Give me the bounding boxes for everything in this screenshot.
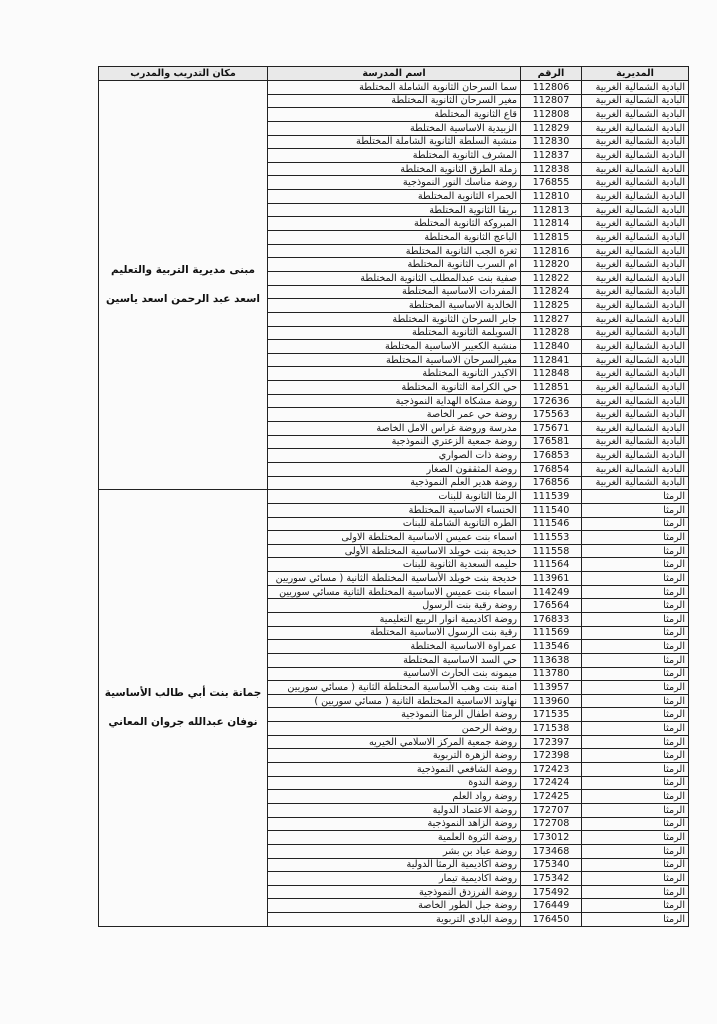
school-number-cell: 112810	[521, 190, 582, 204]
trainer-name: اسعد عبد الرحمن اسعد ياسين	[105, 293, 261, 306]
school-name-cell: روضة الندوة	[268, 776, 521, 790]
school-name-cell: روضة ذات الصواري	[268, 449, 521, 463]
directorate-cell: الرمثا	[582, 803, 689, 817]
school-name-cell: ثغرة الجب الثانوية المختلطة	[268, 244, 521, 258]
table-row	[99, 490, 689, 504]
school-name-cell: حي الكرامة الثانوية المختلطة	[268, 381, 521, 395]
school-name-cell: المشرف الثانوية المختلطة	[268, 149, 521, 163]
school-name-cell: الخنساء الاساسية المختلطة	[268, 503, 521, 517]
school-name-cell: روضة اكاديمية الرمثا الدولية	[268, 858, 521, 872]
school-number-cell: 112837	[521, 149, 582, 163]
school-number-cell: 175492	[521, 885, 582, 899]
school-number-cell: 173012	[521, 831, 582, 845]
directorate-cell: البادية الشمالية الغربية	[582, 217, 689, 231]
directorate-cell: الرمثا	[582, 531, 689, 545]
school-number-cell: 112829	[521, 121, 582, 135]
school-name-cell: جابر السرحان الثانوية المختلطة	[268, 312, 521, 326]
directorate-cell: الرمثا	[582, 653, 689, 667]
school-name-cell: منشية الكعيبر الاساسية المختلطة	[268, 340, 521, 354]
directorate-cell: الرمثا	[582, 694, 689, 708]
directorate-cell: البادية الشمالية الغربية	[582, 162, 689, 176]
directorate-cell: البادية الشمالية الغربية	[582, 190, 689, 204]
table-body	[99, 81, 689, 927]
school-name-cell: روضة اكاديمية تيمار	[268, 872, 521, 886]
directorate-cell: الرمثا	[582, 626, 689, 640]
directorate-cell: البادية الشمالية الغربية	[582, 476, 689, 490]
school-number-cell: 172398	[521, 749, 582, 763]
school-number-cell: 172707	[521, 803, 582, 817]
directorate-cell: الرمثا	[582, 913, 689, 927]
training-place: مبنى مديرية التربية والتعليم	[110, 264, 256, 277]
school-number-cell: 112807	[521, 94, 582, 108]
school-number-cell: 176449	[521, 899, 582, 913]
directorate-cell: البادية الشمالية الغربية	[582, 285, 689, 299]
school-number-cell: 112841	[521, 353, 582, 367]
school-name-cell: روضة الرحمن	[268, 722, 521, 736]
school-name-cell: الباعج الثانوية المختلطة	[268, 231, 521, 245]
school-name-cell: روضة الشافعي النموذجية	[268, 763, 521, 777]
school-number-cell: 176854	[521, 462, 582, 476]
school-number-cell: 172636	[521, 394, 582, 408]
school-number-cell: 112816	[521, 244, 582, 258]
school-name-cell: بريقا الثانوية المختلطة	[268, 203, 521, 217]
school-name-cell: الزبيدية الاساسية المختلطة	[268, 121, 521, 135]
school-number-cell: 171535	[521, 708, 582, 722]
school-name-cell: اسماء بنت عميس الاساسية المختلطة الثانية مسائي سوريين	[268, 585, 521, 599]
school-name-cell: نهاوند الاساسية المختلطة الثانية ( مسائي سوريين )	[268, 694, 521, 708]
school-name-cell: روضة المثقفون الصغار	[268, 462, 521, 476]
school-number-cell: 172708	[521, 817, 582, 831]
school-name-cell: روضة جمعية المركز الاسلامي الخيريه	[268, 735, 521, 749]
directorate-cell: الرمثا	[582, 776, 689, 790]
school-number-cell: 111569	[521, 626, 582, 640]
directorate-cell: البادية الشمالية الغربية	[582, 340, 689, 354]
school-name-cell: رقية بنت الرسول الاساسية المختلطة	[268, 626, 521, 640]
school-number-cell: 176855	[521, 176, 582, 190]
school-name-cell: حليمه السعدية الثانوية للبنات	[268, 558, 521, 572]
training-location-cell	[99, 81, 268, 490]
school-number-cell: 112814	[521, 217, 582, 231]
school-name-cell: الرمثا الثانوية للبنات	[268, 490, 521, 504]
school-number-cell: 112838	[521, 162, 582, 176]
school-number-cell: 111564	[521, 558, 582, 572]
school-name-cell: روضة الفرزدق النموذجية	[268, 885, 521, 899]
school-number-cell: 176564	[521, 599, 582, 613]
school-number-cell: 175563	[521, 408, 582, 422]
school-number-cell: 171538	[521, 722, 582, 736]
school-number-cell: 176833	[521, 612, 582, 626]
school-number-cell: 111546	[521, 517, 582, 531]
directorate-cell: البادية الشمالية الغربية	[582, 381, 689, 395]
school-name-cell: روضة الثروة العلمية	[268, 831, 521, 845]
school-name-cell: الخالدية الاساسية المختلطة	[268, 299, 521, 313]
school-number-cell: 114249	[521, 585, 582, 599]
school-number-cell: 112815	[521, 231, 582, 245]
school-name-cell: روضة الزاهد النموذجية	[268, 817, 521, 831]
school-name-cell: منشية السلطة الثانوية الشاملة المختلطة	[268, 135, 521, 149]
directorate-cell: البادية الشمالية الغربية	[582, 244, 689, 258]
school-name-cell: صفية بنت عبدالمطلب الثانوية المختلطة	[268, 271, 521, 285]
school-number-cell: 112830	[521, 135, 582, 149]
directorate-cell: الرمثا	[582, 503, 689, 517]
directorate-cell: البادية الشمالية الغربية	[582, 394, 689, 408]
directorate-cell: الرمثا	[582, 858, 689, 872]
school-number-cell: 113546	[521, 640, 582, 654]
school-name-cell: امنة بنت وهب الأساسية المختلطة الثانية ( مسائي سوريين	[268, 681, 521, 695]
table-row	[99, 81, 689, 95]
school-number-cell: 172424	[521, 776, 582, 790]
school-name-cell: المفردات الاساسية المختلطة	[268, 285, 521, 299]
directorate-cell: البادية الشمالية الغربية	[582, 326, 689, 340]
school-number-cell: 176853	[521, 449, 582, 463]
directorate-cell: البادية الشمالية الغربية	[582, 81, 689, 95]
directorate-cell: البادية الشمالية الغربية	[582, 203, 689, 217]
school-name-cell: عمراوة الاساسية المختلطة	[268, 640, 521, 654]
school-name-cell: روضة جبل الطور الخاصة	[268, 899, 521, 913]
school-name-cell: الطره الثانوية الشاملة للبنات	[268, 517, 521, 531]
school-number-cell: 113957	[521, 681, 582, 695]
school-number-cell: 112827	[521, 312, 582, 326]
school-name-cell: روضة جمعية الزعتري النموذجية	[268, 435, 521, 449]
school-number-cell: 112808	[521, 108, 582, 122]
directorate-cell: الرمثا	[582, 735, 689, 749]
school-number-cell: 175671	[521, 422, 582, 436]
school-number-cell: 111553	[521, 531, 582, 545]
training-place: جمانة بنت أبي طالب الأساسية	[104, 686, 262, 699]
directorate-cell: البادية الشمالية الغربية	[582, 353, 689, 367]
directorate-cell: البادية الشمالية الغربية	[582, 435, 689, 449]
school-name-cell: روضة اطفال الرمثا النموذجية	[268, 708, 521, 722]
school-name-cell: خديجة بنت خويلد الأساسية المختلطة الثانية ( مسائي سوريين	[268, 572, 521, 586]
school-name-cell: روضة رقية بنت الرسول	[268, 599, 521, 613]
directorate-cell: البادية الشمالية الغربية	[582, 299, 689, 313]
header-number: الرقم	[521, 67, 582, 81]
school-number-cell: 112840	[521, 340, 582, 354]
school-number-cell: 176856	[521, 476, 582, 490]
school-name-cell: مغيرالسرحان الاساسية المختلطة	[268, 353, 521, 367]
header-directorate: المديرية	[582, 67, 689, 81]
directorate-cell: الرمثا	[582, 572, 689, 586]
school-name-cell: قاع الثانوية المختلطة	[268, 108, 521, 122]
school-name-cell: السويلمة الثانوية المختلطة	[268, 326, 521, 340]
school-name-cell: ام السرب الثانوية المختلطة	[268, 258, 521, 272]
directorate-cell: البادية الشمالية الغربية	[582, 121, 689, 135]
school-number-cell: 112848	[521, 367, 582, 381]
school-number-cell: 175342	[521, 872, 582, 886]
school-number-cell: 113960	[521, 694, 582, 708]
directorate-cell: الرمثا	[582, 517, 689, 531]
school-number-cell: 112806	[521, 81, 582, 95]
school-name-cell: روضة الاعتماد الدولية	[268, 803, 521, 817]
directorate-cell: الرمثا	[582, 899, 689, 913]
school-number-cell: 113638	[521, 653, 582, 667]
school-name-cell: روضة اكاديمية انوار الربيع التعليمية	[268, 612, 521, 626]
directorate-cell: البادية الشمالية الغربية	[582, 94, 689, 108]
directorate-cell: الرمثا	[582, 885, 689, 899]
school-number-cell: 112820	[521, 258, 582, 272]
directorate-cell: الرمثا	[582, 640, 689, 654]
school-name-cell: اسماء بنت عميس الاساسية المختلطة الاولى	[268, 531, 521, 545]
school-number-cell: 173468	[521, 844, 582, 858]
school-number-cell: 113961	[521, 572, 582, 586]
directorate-cell: الرمثا	[582, 763, 689, 777]
directorate-cell: الرمثا	[582, 844, 689, 858]
school-name-cell: الحمراء الثانوية المختلطة	[268, 190, 521, 204]
school-name-cell: حي السد الاساسية المختلطة	[268, 653, 521, 667]
school-number-cell: 112813	[521, 203, 582, 217]
directorate-cell: البادية الشمالية الغربية	[582, 149, 689, 163]
directorate-cell: البادية الشمالية الغربية	[582, 367, 689, 381]
directorate-cell: الرمثا	[582, 831, 689, 845]
school-number-cell: 111539	[521, 490, 582, 504]
directorate-cell: الرمثا	[582, 612, 689, 626]
school-name-cell: ميمونه بنت الحارث الاساسية	[268, 667, 521, 681]
directorate-cell: البادية الشمالية الغربية	[582, 108, 689, 122]
schools-table	[98, 66, 689, 927]
trainer-name: نوفان عبدالله جروان المعاني	[108, 715, 258, 728]
school-number-cell: 172423	[521, 763, 582, 777]
directorate-cell: الرمثا	[582, 667, 689, 681]
school-number-cell: 112824	[521, 285, 582, 299]
school-name-cell: روضة مشكاة الهداية النموذجية	[268, 394, 521, 408]
school-number-cell: 113780	[521, 667, 582, 681]
directorate-cell: الرمثا	[582, 490, 689, 504]
directorate-cell: الرمثا	[582, 599, 689, 613]
school-number-cell: 112825	[521, 299, 582, 313]
school-name-cell: روضة عباد بن بشر	[268, 844, 521, 858]
directorate-cell: الرمثا	[582, 681, 689, 695]
directorate-cell: البادية الشمالية الغربية	[582, 422, 689, 436]
directorate-cell: البادية الشمالية الغربية	[582, 449, 689, 463]
directorate-cell: البادية الشمالية الغربية	[582, 271, 689, 285]
school-name-cell: روضة حي عمر الخاصة	[268, 408, 521, 422]
directorate-cell: الرمثا	[582, 544, 689, 558]
training-location-cell	[99, 490, 268, 927]
school-number-cell: 172425	[521, 790, 582, 804]
directorate-cell: الرمثا	[582, 585, 689, 599]
school-name-cell: روضة مناسك النور النموذجية	[268, 176, 521, 190]
school-name-cell: روضة الزهرة التربوية	[268, 749, 521, 763]
school-number-cell: 176450	[521, 913, 582, 927]
school-number-cell: 175340	[521, 858, 582, 872]
directorate-cell: البادية الشمالية الغربية	[582, 258, 689, 272]
school-name-cell: روضة البادي التربوية	[268, 913, 521, 927]
directorate-cell: البادية الشمالية الغربية	[582, 462, 689, 476]
school-number-cell: 111558	[521, 544, 582, 558]
school-number-cell: 112822	[521, 271, 582, 285]
school-name-cell: سما السرحان الثانوية الشاملة المختلطة	[268, 81, 521, 95]
directorate-cell: الرمثا	[582, 558, 689, 572]
header-location: مكان التدريب والمدرب	[99, 67, 268, 81]
directorate-cell: الرمثا	[582, 790, 689, 804]
directorate-cell: الرمثا	[582, 722, 689, 736]
school-name-cell: المبروكة الثانوية المختلطة	[268, 217, 521, 231]
directorate-cell: الرمثا	[582, 708, 689, 722]
school-name-cell: روضة رواد العلم	[268, 790, 521, 804]
directorate-cell: البادية الشمالية الغربية	[582, 135, 689, 149]
school-name-cell: روضة هدير العلم النموذجية	[268, 476, 521, 490]
school-number-cell: 112828	[521, 326, 582, 340]
school-name-cell: مغير السرحان الثانوية المختلطة	[268, 94, 521, 108]
school-name-cell: مدرسة وروضة غراس الامل الخاصة	[268, 422, 521, 436]
directorate-cell: البادية الشمالية الغربية	[582, 231, 689, 245]
directorate-cell: البادية الشمالية الغربية	[582, 176, 689, 190]
directorate-cell: الرمثا	[582, 749, 689, 763]
header-school: اسم المدرسة	[268, 67, 521, 81]
school-name-cell: زملة الطرق الثانوية المختلطة	[268, 162, 521, 176]
school-number-cell: 176581	[521, 435, 582, 449]
school-name-cell: الاكيدر الثانوية المختلطة	[268, 367, 521, 381]
school-name-cell: خديجة بنت خويلد الاساسية المختلطة الأولى	[268, 544, 521, 558]
directorate-cell: الرمثا	[582, 872, 689, 886]
school-number-cell: 172397	[521, 735, 582, 749]
directorate-cell: البادية الشمالية الغربية	[582, 408, 689, 422]
school-number-cell: 111540	[521, 503, 582, 517]
school-number-cell: 112851	[521, 381, 582, 395]
directorate-cell: الرمثا	[582, 817, 689, 831]
header-row	[99, 67, 689, 81]
directorate-cell: البادية الشمالية الغربية	[582, 312, 689, 326]
